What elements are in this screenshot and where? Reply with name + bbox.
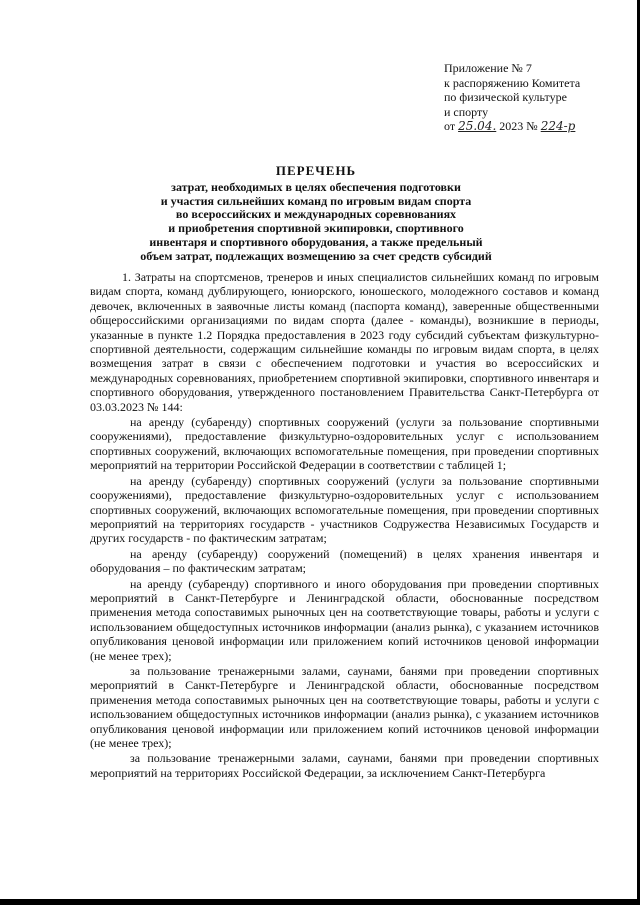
paragraph-6: за пользование тренажерными залами, саунами, банями при проведении спортивных мероприятий в Санкт-Петербурге и Ленинградской области, обоснованные посредством применения метода сопоставимых рыночных цен на соответствующие товары, работы и услуги с использованием общедоступных источников информации (анализ рынка), с указанием источников опубликования ценовой информации или приложением копий источников ценовой информации (не менее трех); [90, 663, 599, 750]
appendix-line-3: по физической культуре [444, 90, 567, 105]
title-heading: ПЕРЕЧЕНЬ [275, 163, 357, 178]
handwritten-number: 224-р [540, 119, 576, 134]
title-line-5: инвентаря и спортивного оборудования, а также предельный [149, 234, 483, 249]
title-line-3: во всероссийских и международных соревнованиях [175, 207, 457, 222]
appendix-date-line [444, 119, 624, 134]
appendix-line-2: к распоряжению Комитета [444, 75, 581, 90]
title-line-6: объем затрат, подлежащих возмещению за счет средств субсидий [140, 248, 492, 263]
document-body [90, 270, 599, 781]
document-title [90, 164, 542, 264]
title-line-4: и приобретения спортивной экипировки, спортивного [168, 221, 464, 236]
year-text: 2023 № [496, 119, 541, 134]
paragraph-7: за пользование тренажерными залами, саунами, банями при проведении спортивных мероприятий на территориях Российской Федерации, за исключением Санкт-Петербурга [90, 751, 599, 780]
paragraph-3: на аренду (субаренду) спортивных сооружений (услуги за пользование спортивными сооружениями), предоставление физкультурно-оздоровительных услуг с использованием спортивных сооружений, включающих вспомогательные помещения, при проведении спортивных мероприятий на территориях государств - участников Содружества Независимых Государств и других государств - по фактическим затратам; [90, 473, 599, 546]
handwritten-date: 25.04. [458, 119, 497, 134]
scan-edge-bottom [0, 899, 640, 905]
appendix-block [444, 61, 624, 134]
date-prefix: от [444, 119, 459, 134]
title-line-2: и участия сильнейших команд по игровым видам спорта [160, 193, 472, 208]
paragraph-5: на аренду (субаренду) спортивного и иного оборудования при проведении спортивных мероприятий в Санкт-Петербурге и Ленинградской области, обоснованные посредством применения метода сопоставимых рыночных цен на соответствующие товары, работы и услуги с использованием общедоступных источников информации (анализ рынка), с указанием источников опубликования ценовой информации или приложением копий источников ценовой информации (не менее трех); [90, 576, 599, 663]
paragraph-2: на аренду (субаренду) спортивных сооружений (услуги за пользование спортивными сооружениями), предоставление физкультурно-оздоровительных услуг с использованием спортивных сооружений, включающих вспомогательные помещения, при проведении спортивных мероприятий на территории Российской Федерации в соответствии с таблицей 1; [90, 415, 599, 473]
appendix-line-4: и спорту [444, 104, 489, 119]
appendix-line-1: Приложение № 7 [444, 61, 532, 75]
paragraph-1: 1. Затраты на спортсменов, тренеров и иных специалистов сильнейших команд по игровым видам спорта, команд дублирующего, юниорского, юношеского, молодежного составов и команд девочек, включенных в заявочные листы команд (паспорта команд), заверенные общественными общероссийскими организациями по видам спорта (далее - команды), возникшие в периоды, указанные в пункте 1.2 Порядка предоставления в 2023 году субсидий субъектам физкультурно-спортивной деятельности, содержащим сильнейшие команды по игровым видам спорта, в целях возмещения затрат в связи с обеспечением подготовки и участия во всероссийских и международных соревнованиях, приобретением спортивной экипировки, спортивного инвентаря и спортивного оборудования, утвержденного постановлением Правительства Санкт-Петербурга от 03.03.2023 № 144: [90, 270, 599, 414]
paragraph-4: на аренду (субаренду) сооружений (помещений) в целях хранения инвентаря и оборудования – по фактическим затратам; [90, 546, 599, 576]
title-line-1: затрат, необходимых в целях обеспечения подготовки [171, 179, 461, 194]
